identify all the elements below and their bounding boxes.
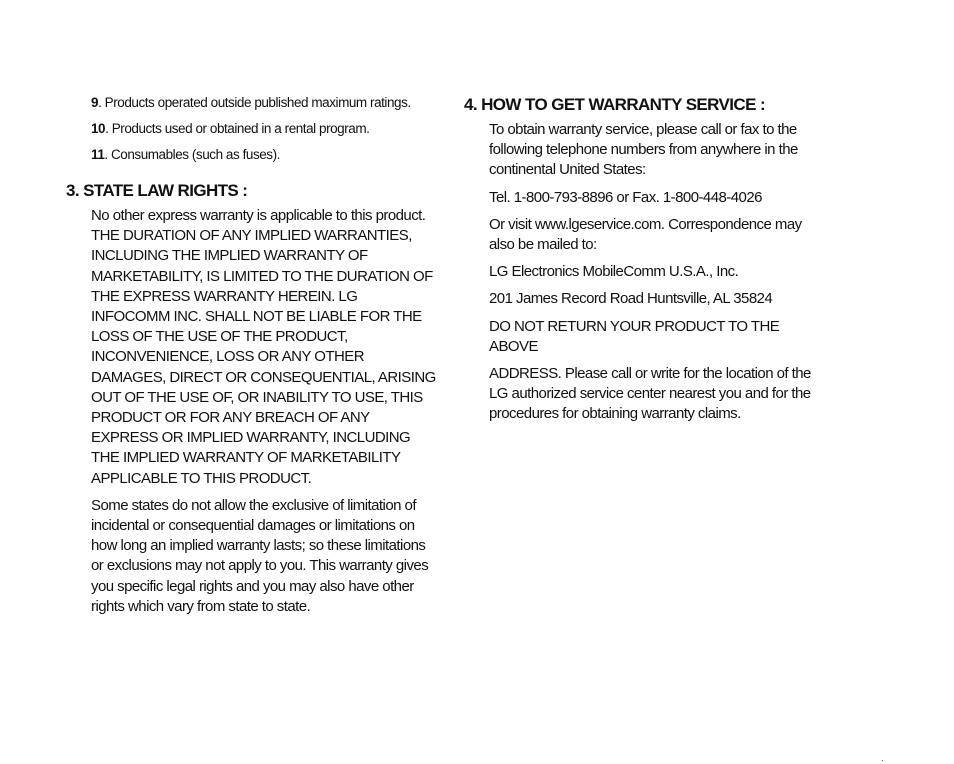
list-item-number: 9 <box>91 95 99 110</box>
list-item-text: . Products used or obtained in a rental program. <box>105 121 370 136</box>
section-heading-warranty-service: 4. HOW TO GET WARRANTY SERVICE : <box>464 95 766 114</box>
warranty-service-address: 201 James Record Road Huntsville, AL 35824 <box>489 290 773 308</box>
right-column <box>464 94 834 432</box>
list-item-number: 10 <box>91 121 106 136</box>
warranty-service-phone-fax: Tel. 1-800-793-8896 or Fax. 1-800-448-4026 <box>489 188 762 206</box>
state-law-paragraph-2: Some states do not allow the exclusive of limitation of incidental or consequential damages or limitations on how long an implied warranty lasts; so these limitations or exclusions may not apply to you. This warranty gives you specific legal rights and you may also have other rights which vary from state to state. <box>91 496 429 615</box>
left-column <box>66 94 436 624</box>
list-item-text: . Consumables (such as fuses). <box>104 147 280 162</box>
state-law-paragraph-1: No other express warranty is applicable to this product. THE DURATION OF ANY IMPLIED WARRANTIES, INCLUDING THE IMPLIED WARRANTY OF MARKETABILITY, IS LIMITED TO THE DURATION OF THE EXPRESS WARRANTY HEREIN. LG INFOCOMM INC. SHALL NOT BE LIABLE FOR THE LOSS OF THE USE OF THE PRODUCT, INCONVENIENCE, LOSS OR ANY OTHER DAMAGES, DIRECT OR CONSEQUENTIAL, ARISING OUT OF THE USE OF, OR INABILITY TO USE, THIS PRODUCT OR FOR ANY BREACH OF ANY EXPRESS OR IMPLIED WARRANTY, INCLUDING THE IMPLIED WARRANTY OF MARKETABILITY APPLICABLE TO THIS PRODUCT. <box>91 207 436 487</box>
list-item-text: . Products operated outside published maximum ratings. <box>98 95 411 110</box>
corner-dot <box>882 760 883 761</box>
section-heading-state-law-rights: 3. STATE LAW RIGHTS : <box>66 181 248 200</box>
list-item <box>91 146 436 164</box>
warranty-service-paragraph-1: To obtain warranty service, please call or fax to the following telephone numbers from anywhere in the continental United States: <box>489 121 798 179</box>
list-item <box>91 120 436 138</box>
warranty-service-paragraph-final: ADDRESS. Please call or write for the location of the LG authorized service center nearest you and for the procedures for obtaining warranty claims. <box>489 365 811 423</box>
warranty-service-company: LG Electronics MobileComm U.S.A., Inc. <box>489 263 739 281</box>
list-item <box>91 94 436 112</box>
warranty-service-paragraph-visit: Or visit www.lgeservice.com. Correspondence may also be mailed to: <box>489 215 802 254</box>
list-item-number: 11 <box>91 147 105 162</box>
warranty-service-notice: DO NOT RETURN YOUR PRODUCT TO THE ABOVE <box>489 317 780 355</box>
